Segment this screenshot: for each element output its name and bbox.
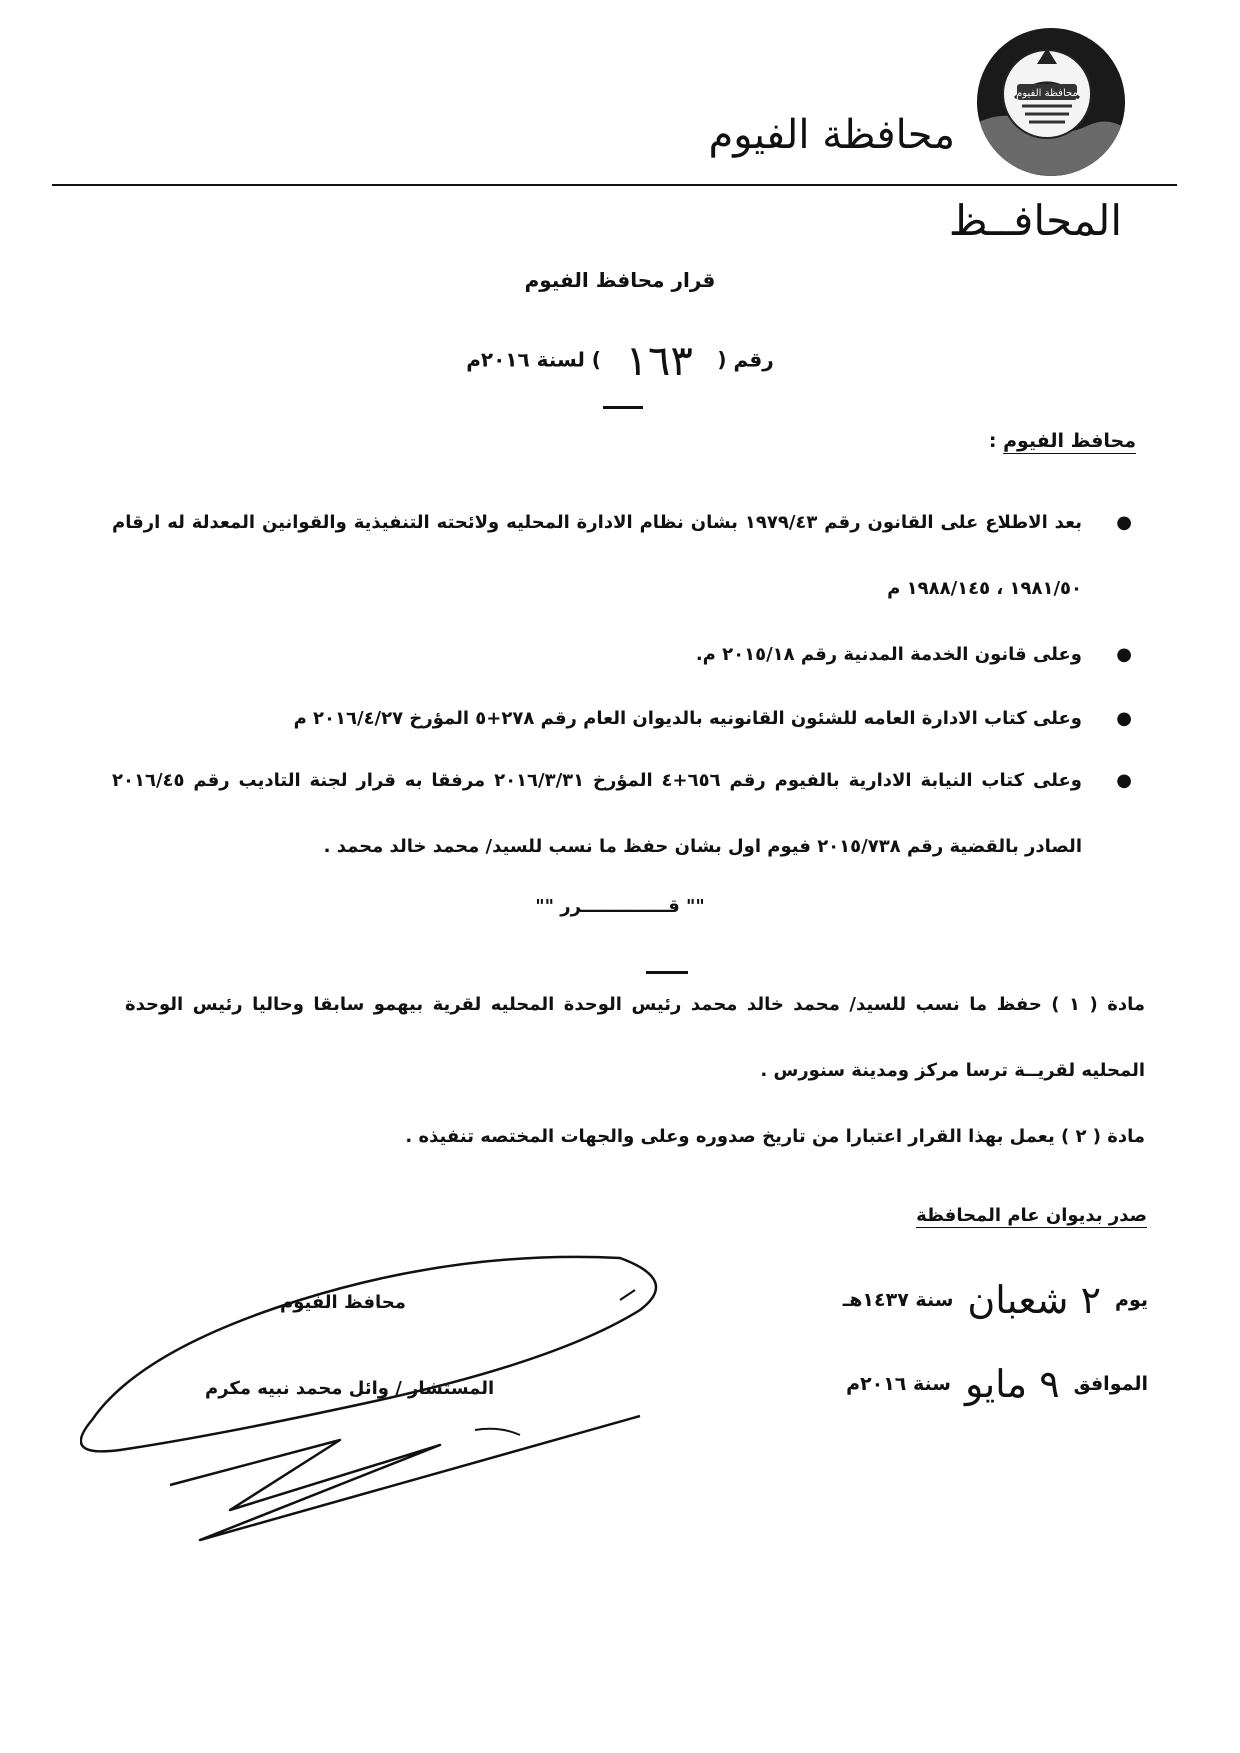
day-label: يوم	[1115, 1289, 1148, 1311]
organization-name: محافظة الفيوم	[708, 112, 955, 158]
clause-text: وعلى قانون الخدمة المدنية رقم ٢٠١٥/١٨ م.	[695, 644, 1082, 665]
decision-number-suffix: ) لسنة ٢٠١٦م	[466, 347, 601, 372]
decision-number	[0, 336, 1240, 385]
clause-text: بعد الاطلاع على القانون رقم ١٩٧٩/٤٣ بشان نظام الادارة المحليه ولائحته التنفيذية والقوانين المعدلة له ارقام ١٩٨١/٥٠ ، ١٩٨٨/١٤٥ م	[112, 512, 1082, 599]
gregorian-date-handwritten: ٩ مايو	[964, 1362, 1060, 1406]
signer-title: محافظ الفيوم	[280, 1292, 406, 1313]
decision-number-label: رقم (	[717, 347, 774, 372]
office-title: المحافــظ	[948, 196, 1122, 245]
svg-text:محافظة الفيوم: محافظة الفيوم	[1016, 88, 1078, 99]
header-divider	[52, 184, 1177, 186]
signature-mark	[80, 1240, 680, 1560]
clause-text: وعلى كتاب الادارة العامه للشئون القانونيه بالديوان العام رقم ٢٧٨+٥ المؤرخ ٢٠١٦/٤/٢٧ م	[293, 708, 1082, 729]
bullet-icon: ●	[1116, 644, 1132, 665]
salutation-label: محافظ الفيوم	[1003, 430, 1136, 452]
hijri-date-handwritten: ٢ شعبان	[967, 1278, 1102, 1322]
bullet-icon: ●	[1116, 770, 1132, 791]
governorate-seal-logo	[977, 28, 1125, 176]
clause-item	[112, 748, 1132, 880]
article-2: مادة ( ٢ ) يعمل بهذا القرار اعتبارا من تاريخ صدوره وعلى والجهات المختصه تنفيذه .	[405, 1126, 1145, 1147]
article-1: مادة ( ١ ) حفظ ما نسب للسيد/ محمد خالد محمد رئيس الوحدة المحليه لقرية بيهمو سابقا وحاليا رئيس الوحدة المحليه لقريــة ترسا مركز ومدينة سنورس .	[125, 994, 1146, 1081]
signer-name: المستشار / وائل محمد نبيه مكرم	[205, 1378, 495, 1399]
clause-item	[112, 622, 1132, 688]
clause-text: وعلى كتاب النيابة الادارية بالفيوم رقم ٦٥٦+٤ المؤرخ ٢٠١٦/٣/٣١ مرفقا به قرار لجنة التاديب رقم ٢٠١٦/٤٥ الصادر بالقضية رقم ٢٠١٥/٧٣٨ فيوم اول بشان حفظ ما نسب للسيد/ محمد خالد محمد .	[112, 770, 1083, 857]
short-divider	[603, 406, 643, 409]
salutation	[989, 430, 1136, 452]
bullet-icon: ●	[1116, 512, 1132, 533]
bullet-icon: ●	[1116, 708, 1132, 729]
decision-number-handwritten: ١٦٣	[625, 336, 693, 385]
corresponding-label: الموافق	[1073, 1373, 1148, 1395]
issued-at: صدر بديوان عام المحافظة	[916, 1205, 1147, 1226]
hijri-date-row	[843, 1278, 1148, 1322]
gregorian-date-row	[846, 1362, 1148, 1406]
clause-item	[112, 686, 1132, 752]
decision-title: قرار محافظ الفيوم	[524, 268, 716, 292]
salutation-colon: :	[988, 430, 997, 452]
clause-item	[112, 490, 1132, 622]
hijri-year: سنة ١٤٣٧هـ	[842, 1289, 954, 1311]
gregorian-year: سنة ٢٠١٦م	[846, 1373, 951, 1395]
decides-heading: "" قــــــــــــــرر ""	[535, 896, 705, 917]
